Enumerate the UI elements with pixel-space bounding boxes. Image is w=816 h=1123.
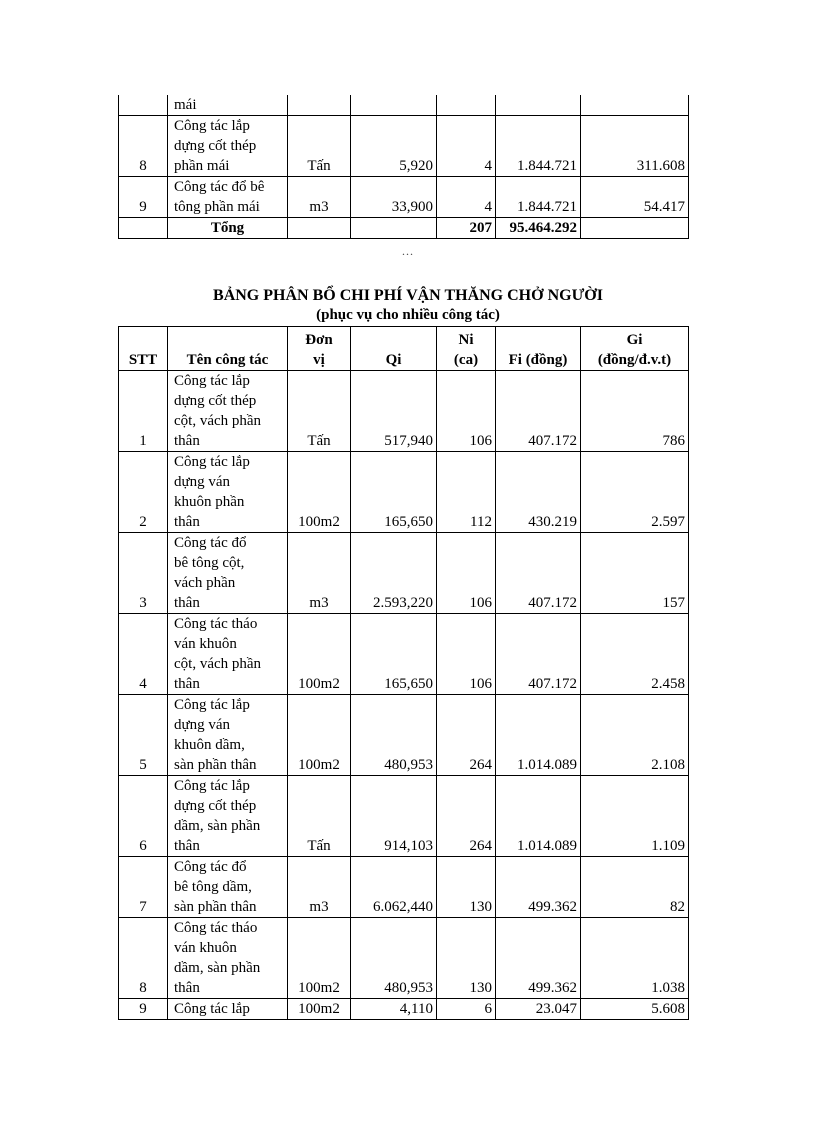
table-row bbox=[119, 695, 689, 776]
cell-unit bbox=[288, 95, 351, 116]
cell-qi: 165,650 bbox=[351, 452, 437, 533]
total-fi: 95.464.292 bbox=[496, 218, 581, 239]
cell-name: Công tác lắp dựng ván khuôn phần thân bbox=[168, 452, 288, 533]
cell-qi: 517,940 bbox=[351, 371, 437, 452]
cell-ni: 6 bbox=[437, 999, 496, 1020]
cell-fi: 499.362 bbox=[496, 918, 581, 999]
cell-stt: 5 bbox=[119, 695, 168, 776]
table-row bbox=[119, 452, 689, 533]
cell-fi: 1.844.721 bbox=[496, 177, 581, 218]
cell-unit: 100m2 bbox=[288, 452, 351, 533]
header-ni: Ni (ca) bbox=[437, 327, 496, 371]
cell-qi: 4,110 bbox=[351, 999, 437, 1020]
cell-gi: 311.608 bbox=[581, 116, 689, 177]
cell-unit: m3 bbox=[288, 177, 351, 218]
header-gi: Gi (đồng/đ.v.t) bbox=[581, 327, 689, 371]
cell-name: Công tác đổ bê tông phần mái bbox=[168, 177, 288, 218]
table-row bbox=[119, 999, 689, 1020]
continued-table bbox=[118, 95, 689, 239]
header-name: Tên công tác bbox=[168, 327, 288, 371]
cell-gi: 2.108 bbox=[581, 695, 689, 776]
cell-ni: 4 bbox=[437, 177, 496, 218]
cell-gi: 2.458 bbox=[581, 614, 689, 695]
cell-qi: 6.062,440 bbox=[351, 857, 437, 918]
cell-unit: m3 bbox=[288, 533, 351, 614]
cell-name: Công tác tháo ván khuôn cột, vách phần thân bbox=[168, 614, 288, 695]
table-row bbox=[119, 614, 689, 695]
table-row bbox=[119, 857, 689, 918]
cell-stt: 7 bbox=[119, 857, 168, 918]
total-label: Tổng bbox=[168, 218, 288, 239]
cell-fi: 407.172 bbox=[496, 533, 581, 614]
table-row bbox=[119, 116, 689, 177]
cell-fi: 430.219 bbox=[496, 452, 581, 533]
cell-gi: 786 bbox=[581, 371, 689, 452]
cell-name: mái bbox=[168, 95, 288, 116]
header-fi: Fi (đồng) bbox=[496, 327, 581, 371]
cell-ni: 264 bbox=[437, 776, 496, 857]
cell-name: Công tác đổ bê tông dầm, sàn phần thân bbox=[168, 857, 288, 918]
cell-fi: 407.172 bbox=[496, 371, 581, 452]
cell-stt: 2 bbox=[119, 452, 168, 533]
cell-fi: 1.014.089 bbox=[496, 695, 581, 776]
cell-stt: 9 bbox=[119, 177, 168, 218]
cell-gi: 1.038 bbox=[581, 918, 689, 999]
cell-name: Công tác lắp dựng ván khuôn dầm, sàn phần thân bbox=[168, 695, 288, 776]
cell-qi: 480,953 bbox=[351, 918, 437, 999]
cell-fi: 1.844.721 bbox=[496, 116, 581, 177]
page-break-ellipsis: … bbox=[401, 244, 415, 258]
cell-unit: Tấn bbox=[288, 776, 351, 857]
cell-gi: 2.597 bbox=[581, 452, 689, 533]
cell-fi: 23.047 bbox=[496, 999, 581, 1020]
cell-stt: 8 bbox=[119, 116, 168, 177]
cell-name: Công tác lắp bbox=[168, 999, 288, 1020]
cell-ni: 106 bbox=[437, 533, 496, 614]
table-row bbox=[119, 776, 689, 857]
cell-ni bbox=[437, 95, 496, 116]
header-qi: Qi bbox=[351, 327, 437, 371]
cost-allocation-table bbox=[118, 326, 689, 1020]
total-ni: 207 bbox=[437, 218, 496, 239]
cell-ni: 264 bbox=[437, 695, 496, 776]
table-row bbox=[119, 918, 689, 999]
cell-empty bbox=[581, 218, 689, 239]
cell-stt: 8 bbox=[119, 918, 168, 999]
cell-stt: 9 bbox=[119, 999, 168, 1020]
cell-qi: 5,920 bbox=[351, 116, 437, 177]
cell-qi: 480,953 bbox=[351, 695, 437, 776]
cell-gi: 157 bbox=[581, 533, 689, 614]
header-row bbox=[119, 327, 689, 371]
cell-qi: 165,650 bbox=[351, 614, 437, 695]
cell-fi: 1.014.089 bbox=[496, 776, 581, 857]
table-row bbox=[119, 177, 689, 218]
cell-fi: 407.172 bbox=[496, 614, 581, 695]
cell-ni: 106 bbox=[437, 371, 496, 452]
cell-ni: 4 bbox=[437, 116, 496, 177]
cell-unit: 100m2 bbox=[288, 918, 351, 999]
header-stt: STT bbox=[119, 327, 168, 371]
cell-unit: 100m2 bbox=[288, 999, 351, 1020]
cell-gi: 5.608 bbox=[581, 999, 689, 1020]
cell-name: Công tác lắp dựng cốt thép dầm, sàn phần thân bbox=[168, 776, 288, 857]
cell-stt: 6 bbox=[119, 776, 168, 857]
cell-gi: 1.109 bbox=[581, 776, 689, 857]
cell-qi: 2.593,220 bbox=[351, 533, 437, 614]
cell-fi bbox=[496, 95, 581, 116]
table-row bbox=[119, 533, 689, 614]
cell-ni: 112 bbox=[437, 452, 496, 533]
cell-stt: 3 bbox=[119, 533, 168, 614]
cell-empty bbox=[351, 218, 437, 239]
cell-name: Công tác tháo ván khuôn dầm, sàn phần thân bbox=[168, 918, 288, 999]
cell-stt: 1 bbox=[119, 371, 168, 452]
table-row bbox=[119, 371, 689, 452]
cell-stt: 4 bbox=[119, 614, 168, 695]
cell-name: Công tác lắp dựng cốt thép phần mái bbox=[168, 116, 288, 177]
cell-unit: Tấn bbox=[288, 371, 351, 452]
total-row bbox=[119, 218, 689, 239]
cell-empty bbox=[119, 218, 168, 239]
cell-ni: 130 bbox=[437, 918, 496, 999]
table-title: BẢNG PHÂN BỔ CHI PHÍ VẬN THĂNG CHỞ NGƯỜI bbox=[213, 287, 603, 304]
table-subtitle: (phục vụ cho nhiều công tác) bbox=[316, 307, 500, 323]
cell-ni: 130 bbox=[437, 857, 496, 918]
cell-gi: 54.417 bbox=[581, 177, 689, 218]
cell-stt bbox=[119, 95, 168, 116]
cell-fi: 499.362 bbox=[496, 857, 581, 918]
cell-name: Công tác đổ bê tông cột, vách phần thân bbox=[168, 533, 288, 614]
cell-qi: 914,103 bbox=[351, 776, 437, 857]
cell-qi: 33,900 bbox=[351, 177, 437, 218]
table-row bbox=[119, 95, 689, 116]
cell-ni: 106 bbox=[437, 614, 496, 695]
cell-gi: 82 bbox=[581, 857, 689, 918]
header-unit: Đơn vị bbox=[288, 327, 351, 371]
cell-empty bbox=[288, 218, 351, 239]
cell-unit: 100m2 bbox=[288, 695, 351, 776]
cell-unit: 100m2 bbox=[288, 614, 351, 695]
cell-name: Công tác lắp dựng cốt thép cột, vách phần thân bbox=[168, 371, 288, 452]
cell-gi bbox=[581, 95, 689, 116]
cell-unit: Tấn bbox=[288, 116, 351, 177]
cell-qi bbox=[351, 95, 437, 116]
cell-unit: m3 bbox=[288, 857, 351, 918]
